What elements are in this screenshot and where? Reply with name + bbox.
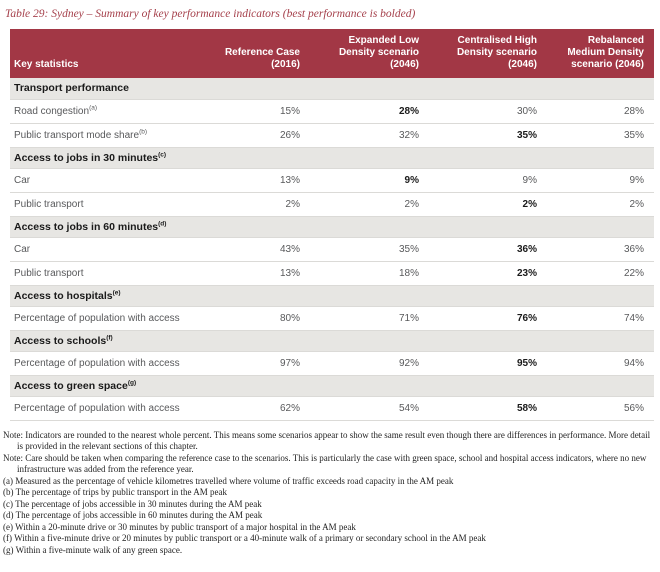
section-label: Access to schools [14, 334, 107, 347]
value-cell: 9% [310, 168, 429, 192]
header-reference-case: Reference Case (2016) [210, 29, 310, 78]
header-rebalanced-medium-density: Rebalanced Medium Density scenario (2046) [547, 29, 654, 78]
value-cell: 95% [429, 351, 547, 375]
table-row-car-60 [10, 237, 654, 261]
value-cell: 97% [210, 351, 310, 375]
section-label: Access to jobs in 30 minutes [14, 151, 159, 164]
table-row-road-congestion [10, 99, 654, 123]
section-label: Access to jobs in 60 minutes [14, 220, 159, 233]
value-cell: 58% [429, 396, 547, 420]
footnote-label: Note: [3, 429, 23, 440]
footnote-text: The percentage of jobs accessible in 30 minutes during the AM peak [15, 498, 262, 509]
value-cell: 71% [310, 306, 429, 330]
value-cell: 9% [547, 168, 654, 192]
value-cell: 9% [429, 168, 547, 192]
table-row-green-space-access [10, 396, 654, 420]
value-cell: 22% [547, 261, 654, 285]
table-row-public-transport-60 [10, 261, 654, 285]
value-cell: 2% [547, 192, 654, 216]
header-key-statistics: Key statistics [10, 29, 210, 78]
row-label: Percentage of population with access [10, 396, 210, 420]
footnote-text: Within a five-minute walk of any green space. [15, 544, 183, 555]
footnote [3, 499, 655, 511]
footnote [3, 522, 655, 534]
footnote-label: (g) [3, 544, 14, 555]
value-cell: 36% [547, 237, 654, 261]
value-cell: 30% [429, 99, 547, 123]
row-label: Public transport [10, 261, 210, 285]
footnote-label: Note: [3, 452, 23, 463]
footnote-marker: (f) [106, 334, 113, 341]
footnote [3, 533, 655, 545]
row-label: Public transport [10, 192, 210, 216]
row-label: Car [10, 237, 210, 261]
footnotes [3, 430, 655, 557]
section-row-green-space [10, 375, 654, 396]
value-cell: 43% [210, 237, 310, 261]
footnote [3, 487, 655, 499]
table-title: Table 29: Sydney – Summary of key performance indicators (best performance is bolded) [5, 8, 416, 20]
footnote-marker: (c) [158, 151, 167, 158]
value-cell: 2% [210, 192, 310, 216]
footnote-marker: (d) [158, 220, 167, 227]
footnote-label: (e) [3, 521, 13, 532]
row-label: Public transport mode share$^{(b)}$ [10, 123, 210, 147]
value-cell: 28% [547, 99, 654, 123]
row-label: Car [10, 168, 210, 192]
value-cell: 13% [210, 168, 310, 192]
footnote-text: Within a 20-minute drive or 30 minutes by public transport of a major hospital in the AM peak [15, 521, 356, 532]
footnote-marker: (a) [89, 104, 98, 112]
value-cell: 54% [310, 396, 429, 420]
row-label: Road congestion$^{(a)}$ [10, 99, 210, 123]
section-row-transport-performance [10, 78, 654, 99]
value-cell: 92% [310, 351, 429, 375]
table-row-public-transport-mode-share [10, 123, 654, 147]
value-cell: 2% [429, 192, 547, 216]
value-cell: 74% [547, 306, 654, 330]
table-row-school-access [10, 351, 654, 375]
footnote-label: (b) [3, 487, 14, 497]
footnote-marker: (b) [139, 128, 148, 136]
footnote [3, 453, 655, 476]
table-header [10, 29, 654, 78]
value-cell: 13% [210, 261, 310, 285]
value-cell: 26% [210, 123, 310, 147]
section-row-schools [10, 330, 654, 351]
footnote [3, 430, 655, 453]
table-row-car-30 [10, 168, 654, 192]
value-cell: 35% [429, 123, 547, 147]
value-cell: 28% [310, 99, 429, 123]
footnote-text: The percentage of jobs accessible in 60 minutes during the AM peak [15, 510, 263, 520]
footnote [3, 510, 655, 522]
table-row-public-transport-30 [10, 192, 654, 216]
footnote-marker: (g) [127, 379, 137, 386]
table-row-hospital-access [10, 306, 654, 330]
footnote-text: Care should be taken when comparing the reference case to the scenarios. This is particularly the case with green space, school and hospital access indicators, where no new infrastructure was added from the reference year. [17, 452, 647, 474]
footnote-text: Indicators are rounded to the nearest whole percent. This means some scenarios appear to show the same result even though there are differences in performance. More detail is provided in the relevant sections of this chapter. [17, 429, 651, 451]
footnote [3, 476, 655, 488]
row-label: Percentage of population with access [10, 351, 210, 375]
footnote-label: (c) [3, 498, 13, 509]
footnote-text: The percentage of trips by public transport in the AM peak [15, 487, 228, 497]
footnote-text: Within a five-minute drive or 20 minutes by public transport or a 40-minute walk of a primary or secondary school in the AM peak [14, 533, 486, 543]
row-label: Percentage of population with access [10, 306, 210, 330]
section-label: Access to green space [14, 379, 128, 392]
value-cell: 18% [310, 261, 429, 285]
kpi-table [10, 29, 654, 421]
value-cell: 2% [310, 192, 429, 216]
value-cell: 35% [310, 237, 429, 261]
value-cell: 62% [210, 396, 310, 420]
section-label: Access to hospitals [14, 289, 113, 302]
section-row-jobs-30-minutes [10, 147, 654, 168]
value-cell: 56% [547, 396, 654, 420]
footnote-label: (f) [3, 533, 12, 543]
value-cell: 23% [429, 261, 547, 285]
value-cell: 36% [429, 237, 547, 261]
header-centralised-high-density: Centralised High Density scenario (2046) [429, 29, 547, 78]
header-expanded-low-density: Expanded Low Density scenario (2046) [310, 29, 429, 78]
value-cell: 80% [210, 306, 310, 330]
footnote-text: Measured as the percentage of vehicle kilometres travelled where volume of traffic exceeds road capacity in the AM peak [15, 475, 454, 486]
section-row-hospitals [10, 285, 654, 306]
value-cell: 35% [547, 123, 654, 147]
value-cell: 94% [547, 351, 654, 375]
footnote [3, 545, 655, 557]
footnote-label: (a) [3, 475, 13, 486]
value-cell: 32% [310, 123, 429, 147]
section-row-jobs-60-minutes [10, 216, 654, 237]
value-cell: 76% [429, 306, 547, 330]
footnote-marker: (e) [112, 289, 121, 296]
header-row [10, 29, 654, 78]
section-label: Transport performance [14, 82, 129, 95]
value-cell: 15% [210, 99, 310, 123]
report-page [0, 8, 660, 572]
footnote-label: (d) [3, 510, 14, 520]
